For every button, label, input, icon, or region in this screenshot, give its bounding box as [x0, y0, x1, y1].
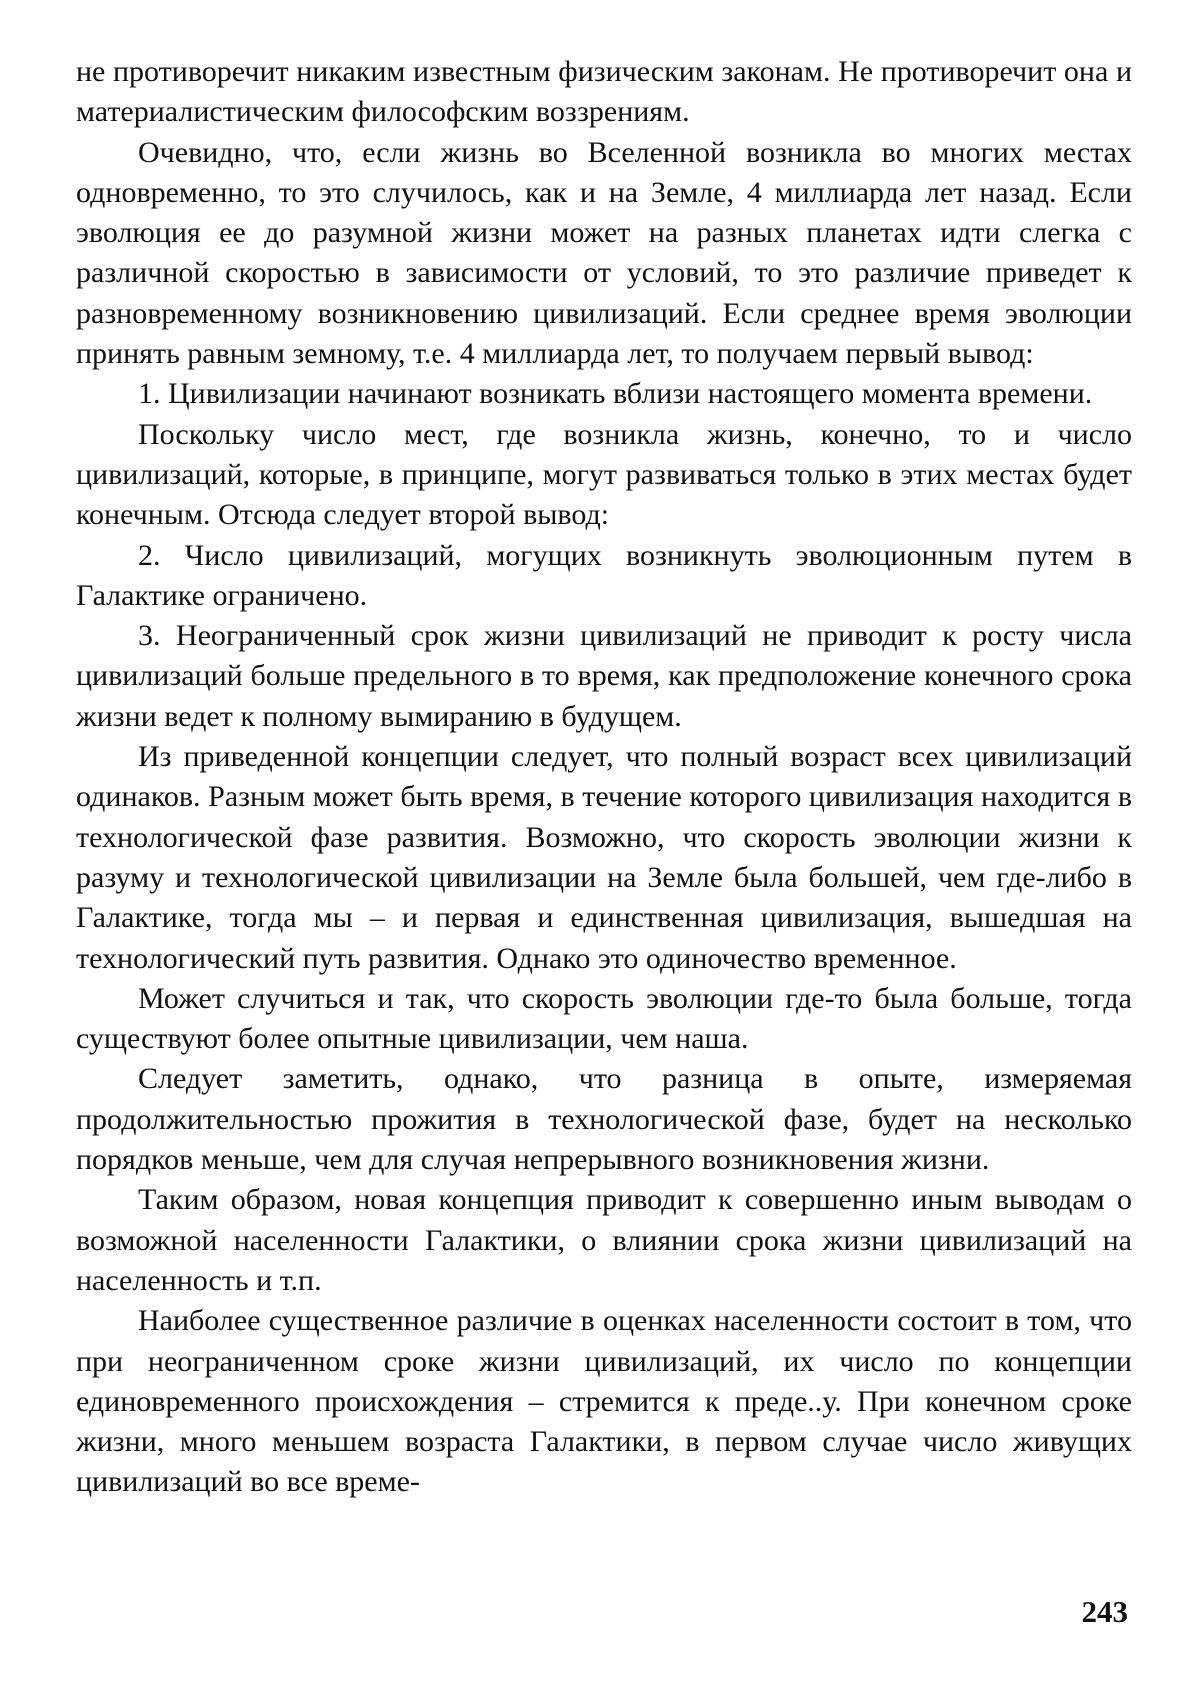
page-number: 243	[1081, 1594, 1128, 1629]
paragraph-8: Может случиться и так, что скорость эволюции где-то была больше, тогда существуют более опытные цивилизации, чем наша.	[76, 981, 1132, 1056]
paragraph-5: 2. Число цивилизаций, могущих возникнуть эволюционным путем в Галактике ограничено.	[76, 538, 1132, 612]
paragraph-9: Следует заметить, однако, что разница в опыте, измеряемая продолжительностью прожития в технологической фазе, будет на несколько порядков меньше, чем для случая непрерывного возникновения жизни.	[76, 1062, 1132, 1177]
paragraph-10: Таким образом, новая концепция приводит к совершенно иным выводам о возможной населенности Галактики, о влиянии срока жизни цивилизаций на населенность и т.п.	[76, 1183, 1132, 1297]
paragraph-7: Из приведенной концепции следует, что полный возраст всех цивилизаций одинаков. Разным может быть время, в течение которого цивилизация находится в технологической фазе развития. Возможно, что скорость эволюции жизни к разуму и технологической цивилизации на Земле была большей, чем где-либо в Галактике, тогда мы – и первая и единственная цивилизация, вышедшая на технологический путь развития. Однако это одиночество временное.	[76, 740, 1132, 975]
paragraph-4: Поскольку число мест, где возникла жизнь, конечно, то и число цивилизаций, которые, в принципе, могут развиваться только в этих местах будет конечным. Отсюда следует второй вывод:	[76, 417, 1132, 532]
paragraph-1: не противоречит никаким известным физическим законам. Не противоречит она и материалистическим философским воззрениям.	[76, 55, 1132, 129]
paragraph-11: Наиболее существенное различие в оценках населенности состоит в том, что при неограниченном сроке жизни цивилизаций, их число по концепции единовременного происхождения – стремится к преде..у. При конечном сроке жизни, много меньшем возраста Галактики, в первом случае число живущих цивилизаций во все време-	[76, 1304, 1132, 1499]
body-text	[76, 52, 1132, 1503]
paragraph-3: 1. Цивилизации начинают возникать вблизи настоящего момента времени.	[138, 377, 1093, 411]
paragraph-6: 3. Неограниченный срок жизни цивилизаций не приводит к росту числа цивилизаций больше предельного в то время, как предположение конечного срока жизни ведет к полному вымиранию в будущем.	[76, 619, 1132, 733]
paragraph-2: Очевидно, что, если жизнь во Вселенной возникла во многих местах одновременно, то это случилось, как и на Земле, 4 миллиарда лет назад. Если эволюция ее до разумной жизни может на разных планетах идти слегка с различной скоростью в зависимости от условий, то это различие приведет к разновременному возникновению цивилизаций. Если среднее время эволюции принять равным земному, т.е. 4 миллиарда лет, то получаем первый вывод:	[76, 135, 1132, 371]
